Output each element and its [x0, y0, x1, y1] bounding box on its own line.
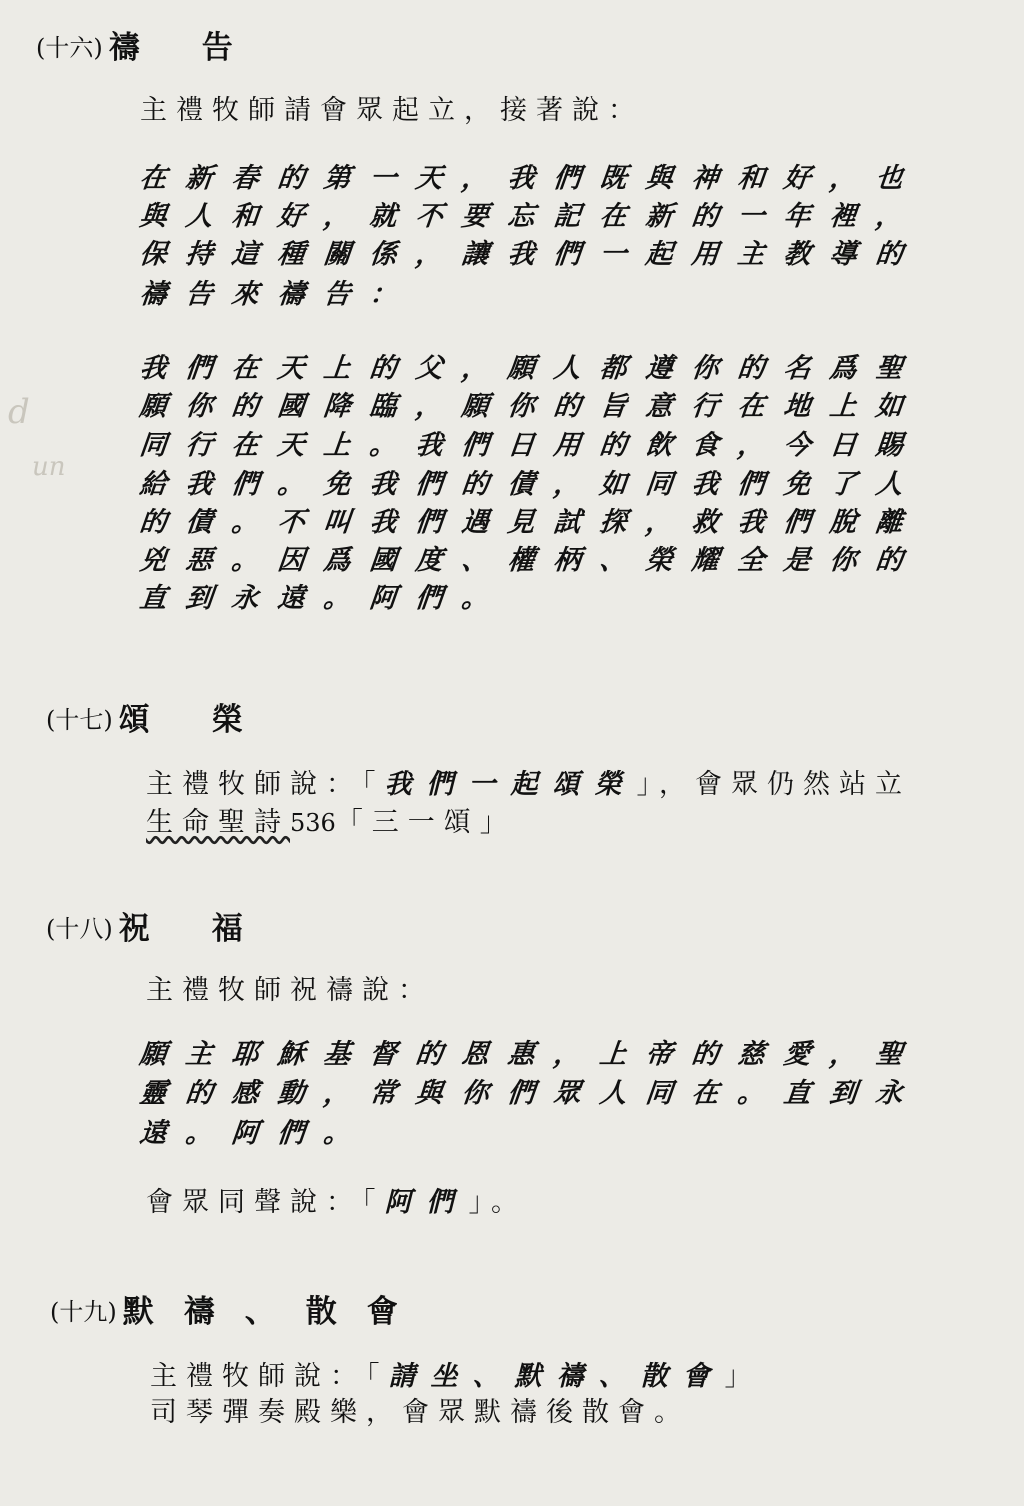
- section-number: (十八): [46, 915, 113, 943]
- quoted-phrase: 阿們: [384, 1187, 469, 1218]
- prayer-line: 同行在天上。我們日用的飲食，今日賜: [138, 430, 924, 461]
- section-heading: [50, 1286, 428, 1331]
- quoted-phrase: 請坐、默禱、散會: [388, 1361, 725, 1392]
- call-line: 與人和好，就不要忘記在新的一年裡，: [138, 201, 924, 232]
- section-number: (十六): [36, 34, 103, 62]
- instruction-suffix: 」，會眾仍然站立: [636, 769, 911, 800]
- blessing-line: 願主耶穌基督的恩惠，上帝的慈愛，聖: [138, 1039, 924, 1070]
- instruction-suffix: 」: [724, 1361, 761, 1392]
- hymn-title: 「三一頌」: [335, 807, 516, 838]
- prayer-line: 的債。不叫我們遇見試探，救我們脫離: [138, 507, 924, 538]
- call-line: 禱告來禱告：: [138, 279, 418, 310]
- instruction-line: [150, 1354, 761, 1393]
- prayer-line: 給我們。免我們的債，如同我們免了人: [138, 469, 924, 500]
- section-title: 默禱、散會: [122, 1294, 428, 1330]
- instruction-prefix: 主禮牧師說：「: [146, 769, 385, 800]
- response-line: [146, 1180, 527, 1219]
- instruction-line: [146, 762, 911, 801]
- section-title: 頌榮: [118, 702, 305, 738]
- blessing-line: 靈的感動，常與你們眾人同在。直到永: [138, 1078, 924, 1109]
- section-heading: [36, 22, 295, 67]
- instruction-text: 主禮牧師祝禱說：: [146, 975, 434, 1006]
- prayer-line: 我們在天上的父，願人都遵你的名爲聖: [138, 353, 924, 384]
- response-suffix: 」。: [468, 1187, 527, 1218]
- hymnal-name: 生命聖詩: [146, 807, 290, 838]
- section-heading: [46, 694, 305, 739]
- pencil-mark: un: [32, 452, 66, 482]
- quoted-phrase: 我們一起頌榮: [384, 769, 637, 800]
- prayer-line: 願你的國降臨，願你的旨意行在地上如: [138, 391, 924, 422]
- call-line: 在新春的第一天，我們既與神和好，也: [138, 163, 924, 194]
- instruction-prefix: 主禮牧師說：「: [150, 1361, 389, 1392]
- blessing-line: 遠。阿們。: [138, 1118, 372, 1149]
- response-prefix: 會眾同聲說：「: [146, 1187, 385, 1218]
- section-number: (十七): [46, 706, 113, 734]
- section-title: 禱告: [108, 30, 295, 66]
- hymn-number: 536: [290, 809, 336, 837]
- pencil-mark: d: [8, 392, 30, 432]
- hymn-line: [146, 800, 516, 839]
- section-heading: [46, 903, 305, 948]
- call-line: 保持這種關係，讓我們一起用主教導的: [138, 239, 924, 270]
- prayer-line: 直到永遠。阿們。: [138, 583, 510, 614]
- prayer-line: 兇惡。因爲國度、權柄、榮耀全是你的: [138, 545, 924, 576]
- instruction-text: 主禮牧師請會眾起立，接著說：: [140, 95, 644, 126]
- section-title: 祝福: [118, 911, 305, 947]
- instruction-text: 司琴彈奏殿樂，會眾默禱後散會。: [150, 1397, 690, 1428]
- section-number: (十九): [50, 1298, 117, 1326]
